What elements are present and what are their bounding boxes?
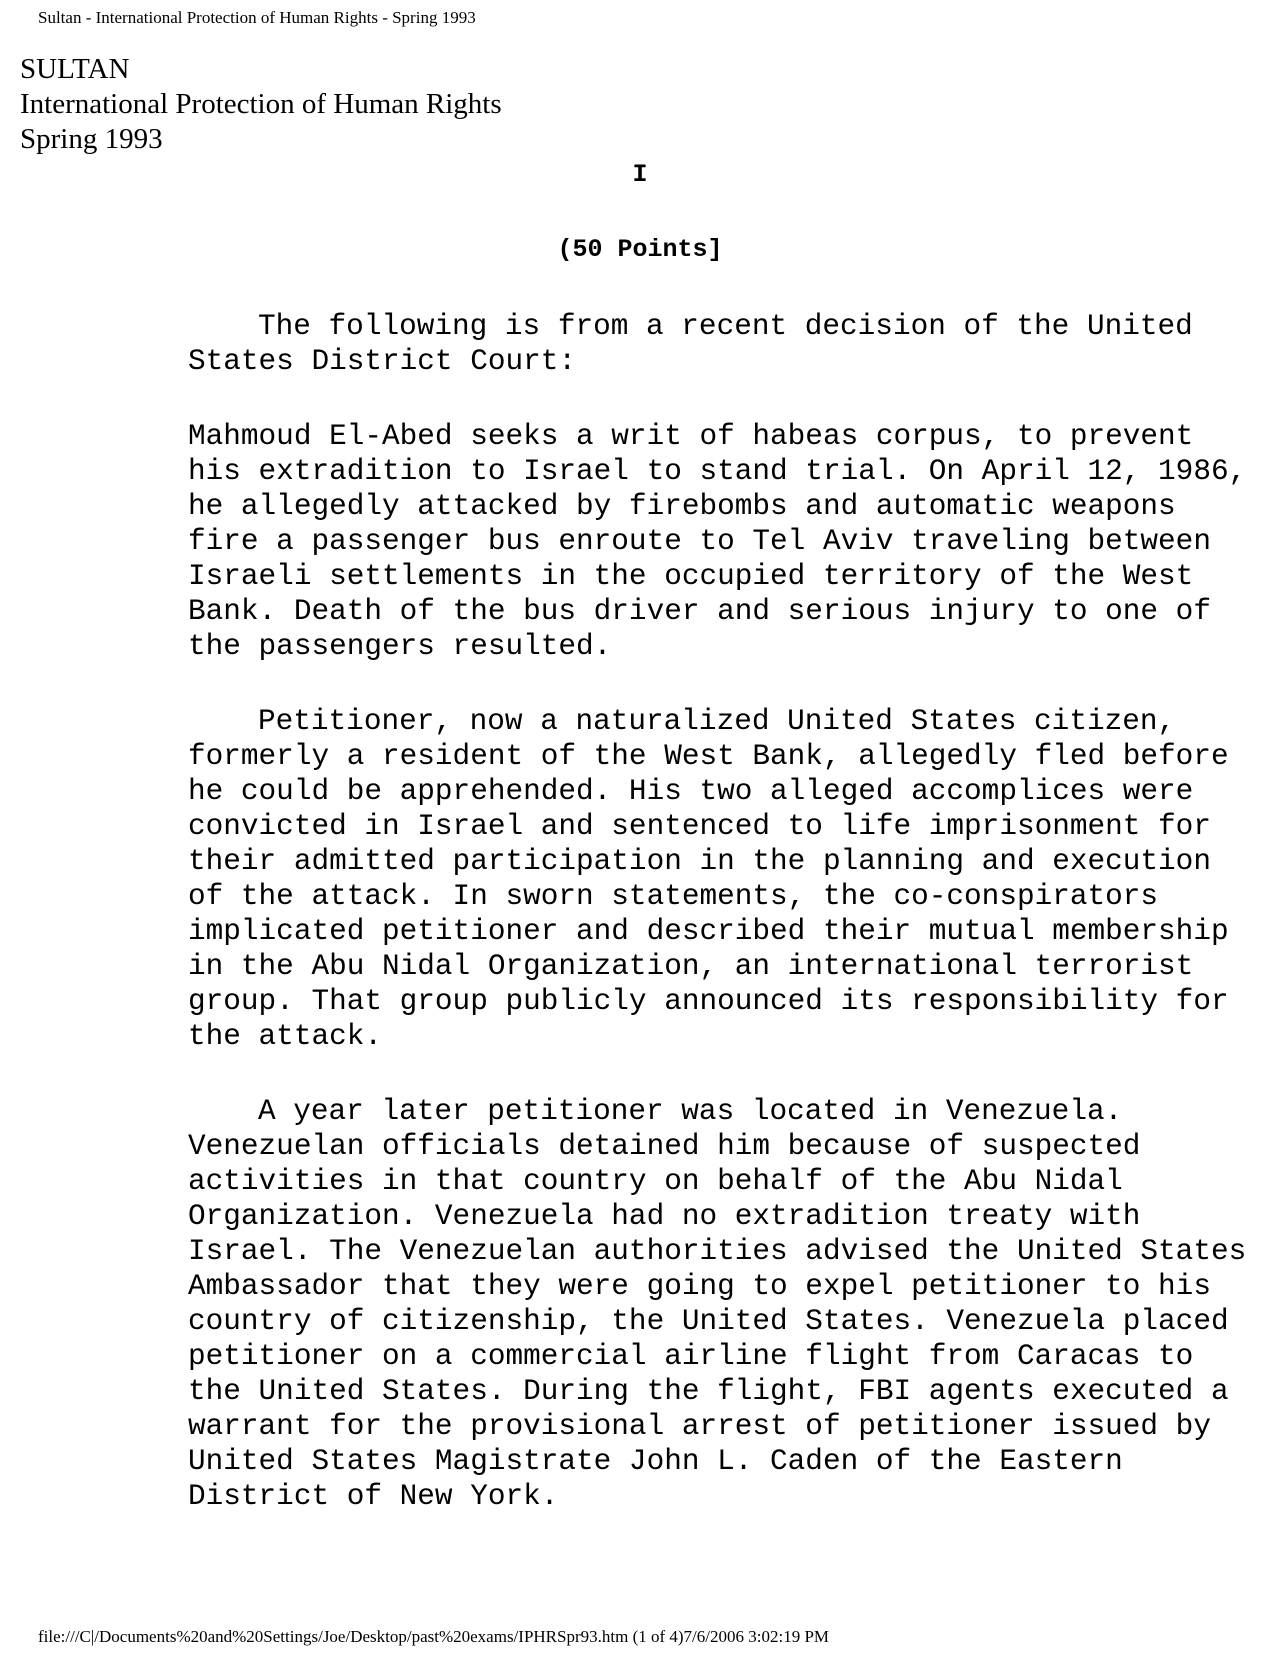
- paragraph-petitioner: Petitioner, now a naturalized United States citizen, formerly a resident of the West Bank, allegedly fled before he could be apprehended. His two alleged accomplices were convicted in Israel and sentenced to life imprisonment for their admitted participation in the planning and execution of the attack. In sworn statements, the co-conspirators implicated petitioner and described their mutual membership in the Abu Nidal Organization, an international terrorist group. That group publicly announced its responsibility for the attack.: [188, 705, 1247, 1053]
- heading-author: SULTAN: [20, 53, 130, 85]
- heading-course: International Protection of Human Rights: [20, 88, 502, 120]
- print-footer: file:///C|/Documents%20and%20Settings/Joe/Desktop/past%20exams/IPHRSpr93.htm (1 of 4)7/6/2006 3:02:19 PM: [38, 1627, 830, 1646]
- print-header: Sultan - International Protection of Human Rights - Spring 1993: [38, 8, 476, 27]
- paragraph-quote-facts: Mahmoud El-Abed seeks a writ of habeas corpus, to prevent his extradition to Israel to stand trial. On April 12, 1986, he allegedly attacked by firebombs and automatic weapons fire a passenger bus enroute to Tel Aviv traveling between Israeli settlements in the occupied territory of the West Bank. Death of the bus driver and serious injury to one of the passengers resulted.: [188, 420, 1264, 663]
- question-body: [188, 309, 1264, 1554]
- document-heading: [20, 52, 502, 157]
- section-points: (50 Points]: [557, 235, 723, 264]
- paragraph-intro: The following is from a recent decision of the United States District Court:: [188, 310, 1211, 378]
- heading-term: Spring 1993: [20, 123, 163, 155]
- section-number: I: [632, 160, 648, 189]
- paragraph-venezuela: A year later petitioner was located in Venezuela. Venezuelan officials detained him because of suspected activities in that country on behalf of the Abu Nidal Organization. Venezuela had no extradition treaty with Israel. The Venezuelan authorities advised the United States Ambassador that they were going to expel petitioner to his country of citizenship, the United States. Venezuela placed petitioner on a commercial airline flight from Caracas to the United States. During the flight, FBI agents executed a warrant for the provisional arrest of petitioner issued by United States Magistrate John L. Caden of the Eastern District of New York.: [188, 1095, 1264, 1513]
